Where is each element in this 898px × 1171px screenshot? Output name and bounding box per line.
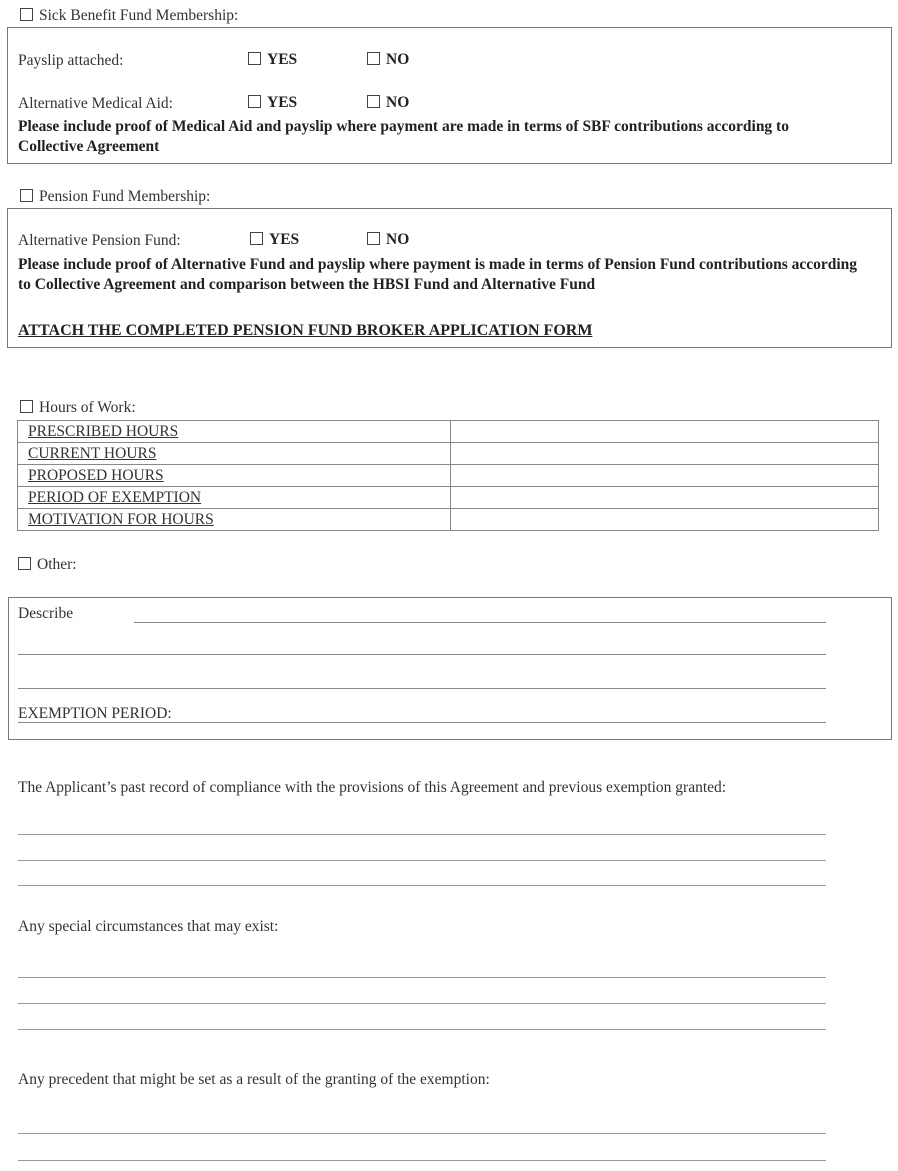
table-row — [18, 487, 879, 509]
hours-heading: Hours of Work: — [20, 399, 136, 417]
other-checkbox[interactable] — [18, 557, 31, 570]
alt-medical-label: Alternative Medical Aid: — [18, 95, 173, 112]
past-record-question: The Applicant’s past record of compliance with the provisions of this Agreement and previous exemption granted: — [18, 779, 727, 796]
special-circumstances-question: Any special circumstances that may exist: — [18, 918, 279, 935]
payslip-yes-option[interactable]: YES — [248, 51, 297, 69]
past-record-line-1[interactable] — [18, 834, 826, 835]
period-of-exemption-label: PERIOD OF EXEMPTION — [18, 487, 451, 509]
payslip-no-option[interactable]: NO — [367, 51, 409, 69]
other-heading: Other: — [18, 556, 77, 574]
sbf-checkbox[interactable] — [20, 8, 33, 21]
table-row — [18, 465, 879, 487]
prescribed-hours-label: PRESCRIBED HOURS — [18, 421, 451, 443]
past-record-line-3[interactable] — [18, 885, 826, 886]
period-of-exemption-field[interactable] — [451, 487, 879, 509]
pension-checkbox[interactable] — [20, 189, 33, 202]
alt-medical-no-option[interactable]: NO — [367, 94, 409, 112]
alt-medical-yes-checkbox[interactable] — [248, 95, 261, 108]
describe-line-3[interactable] — [18, 688, 826, 689]
hours-checkbox[interactable] — [20, 400, 33, 413]
describe-line-2[interactable] — [18, 654, 826, 655]
payslip-no-checkbox[interactable] — [367, 52, 380, 65]
describe-label: Describe — [18, 605, 74, 622]
alt-fund-yes-option[interactable]: YES — [250, 231, 299, 249]
alt-fund-no-option[interactable]: NO — [367, 231, 409, 249]
pension-heading: Pension Fund Membership: — [20, 188, 210, 206]
alt-medical-no-checkbox[interactable] — [367, 95, 380, 108]
proposed-hours-field[interactable] — [451, 465, 879, 487]
table-row — [18, 443, 879, 465]
proposed-hours-label: PROPOSED HOURS — [18, 465, 451, 487]
alt-fund-no-checkbox[interactable] — [367, 232, 380, 245]
sbf-heading: Sick Benefit Fund Membership: — [20, 7, 238, 25]
payslip-yes-checkbox[interactable] — [248, 52, 261, 65]
alt-medical-yes-option[interactable]: YES — [248, 94, 297, 112]
motivation-for-hours-field[interactable] — [451, 509, 879, 531]
table-row — [18, 421, 879, 443]
exemption-period-label: EXEMPTION PERIOD: — [18, 705, 172, 722]
prescribed-hours-field[interactable] — [451, 421, 879, 443]
current-hours-label: CURRENT HOURS — [18, 443, 451, 465]
current-hours-field[interactable] — [451, 443, 879, 465]
special-line-1[interactable] — [18, 977, 826, 978]
precedent-line-1[interactable] — [18, 1133, 826, 1134]
special-line-3[interactable] — [18, 1029, 826, 1030]
past-record-line-2[interactable] — [18, 860, 826, 861]
pension-note: Please include proof of Alternative Fund and payslip where payment is made in terms of Pension Fund contributions according to Collective Agreement and comparison between the HBSI Fund and Alternative Fund — [18, 256, 858, 293]
describe-line[interactable] — [134, 622, 826, 623]
precedent-line-2[interactable] — [18, 1160, 826, 1161]
special-line-2[interactable] — [18, 1003, 826, 1004]
alt-fund-label: Alternative Pension Fund: — [18, 232, 181, 249]
motivation-for-hours-label: MOTIVATION FOR HOURS — [18, 509, 451, 531]
hours-table — [17, 420, 879, 531]
payslip-label: Payslip attached: — [18, 52, 124, 69]
exemption-period-line[interactable] — [18, 722, 826, 723]
table-row — [18, 509, 879, 531]
attach-form-instruction: ATTACH THE COMPLETED PENSION FUND BROKER APPLICATION FORM — [18, 322, 593, 339]
alt-fund-yes-checkbox[interactable] — [250, 232, 263, 245]
precedent-question: Any precedent that might be set as a result of the granting of the exemption: — [18, 1071, 490, 1088]
sbf-note: Please include proof of Medical Aid and payslip where payment are made in terms of SBF contributions according to Collective Agreement — [18, 118, 789, 155]
